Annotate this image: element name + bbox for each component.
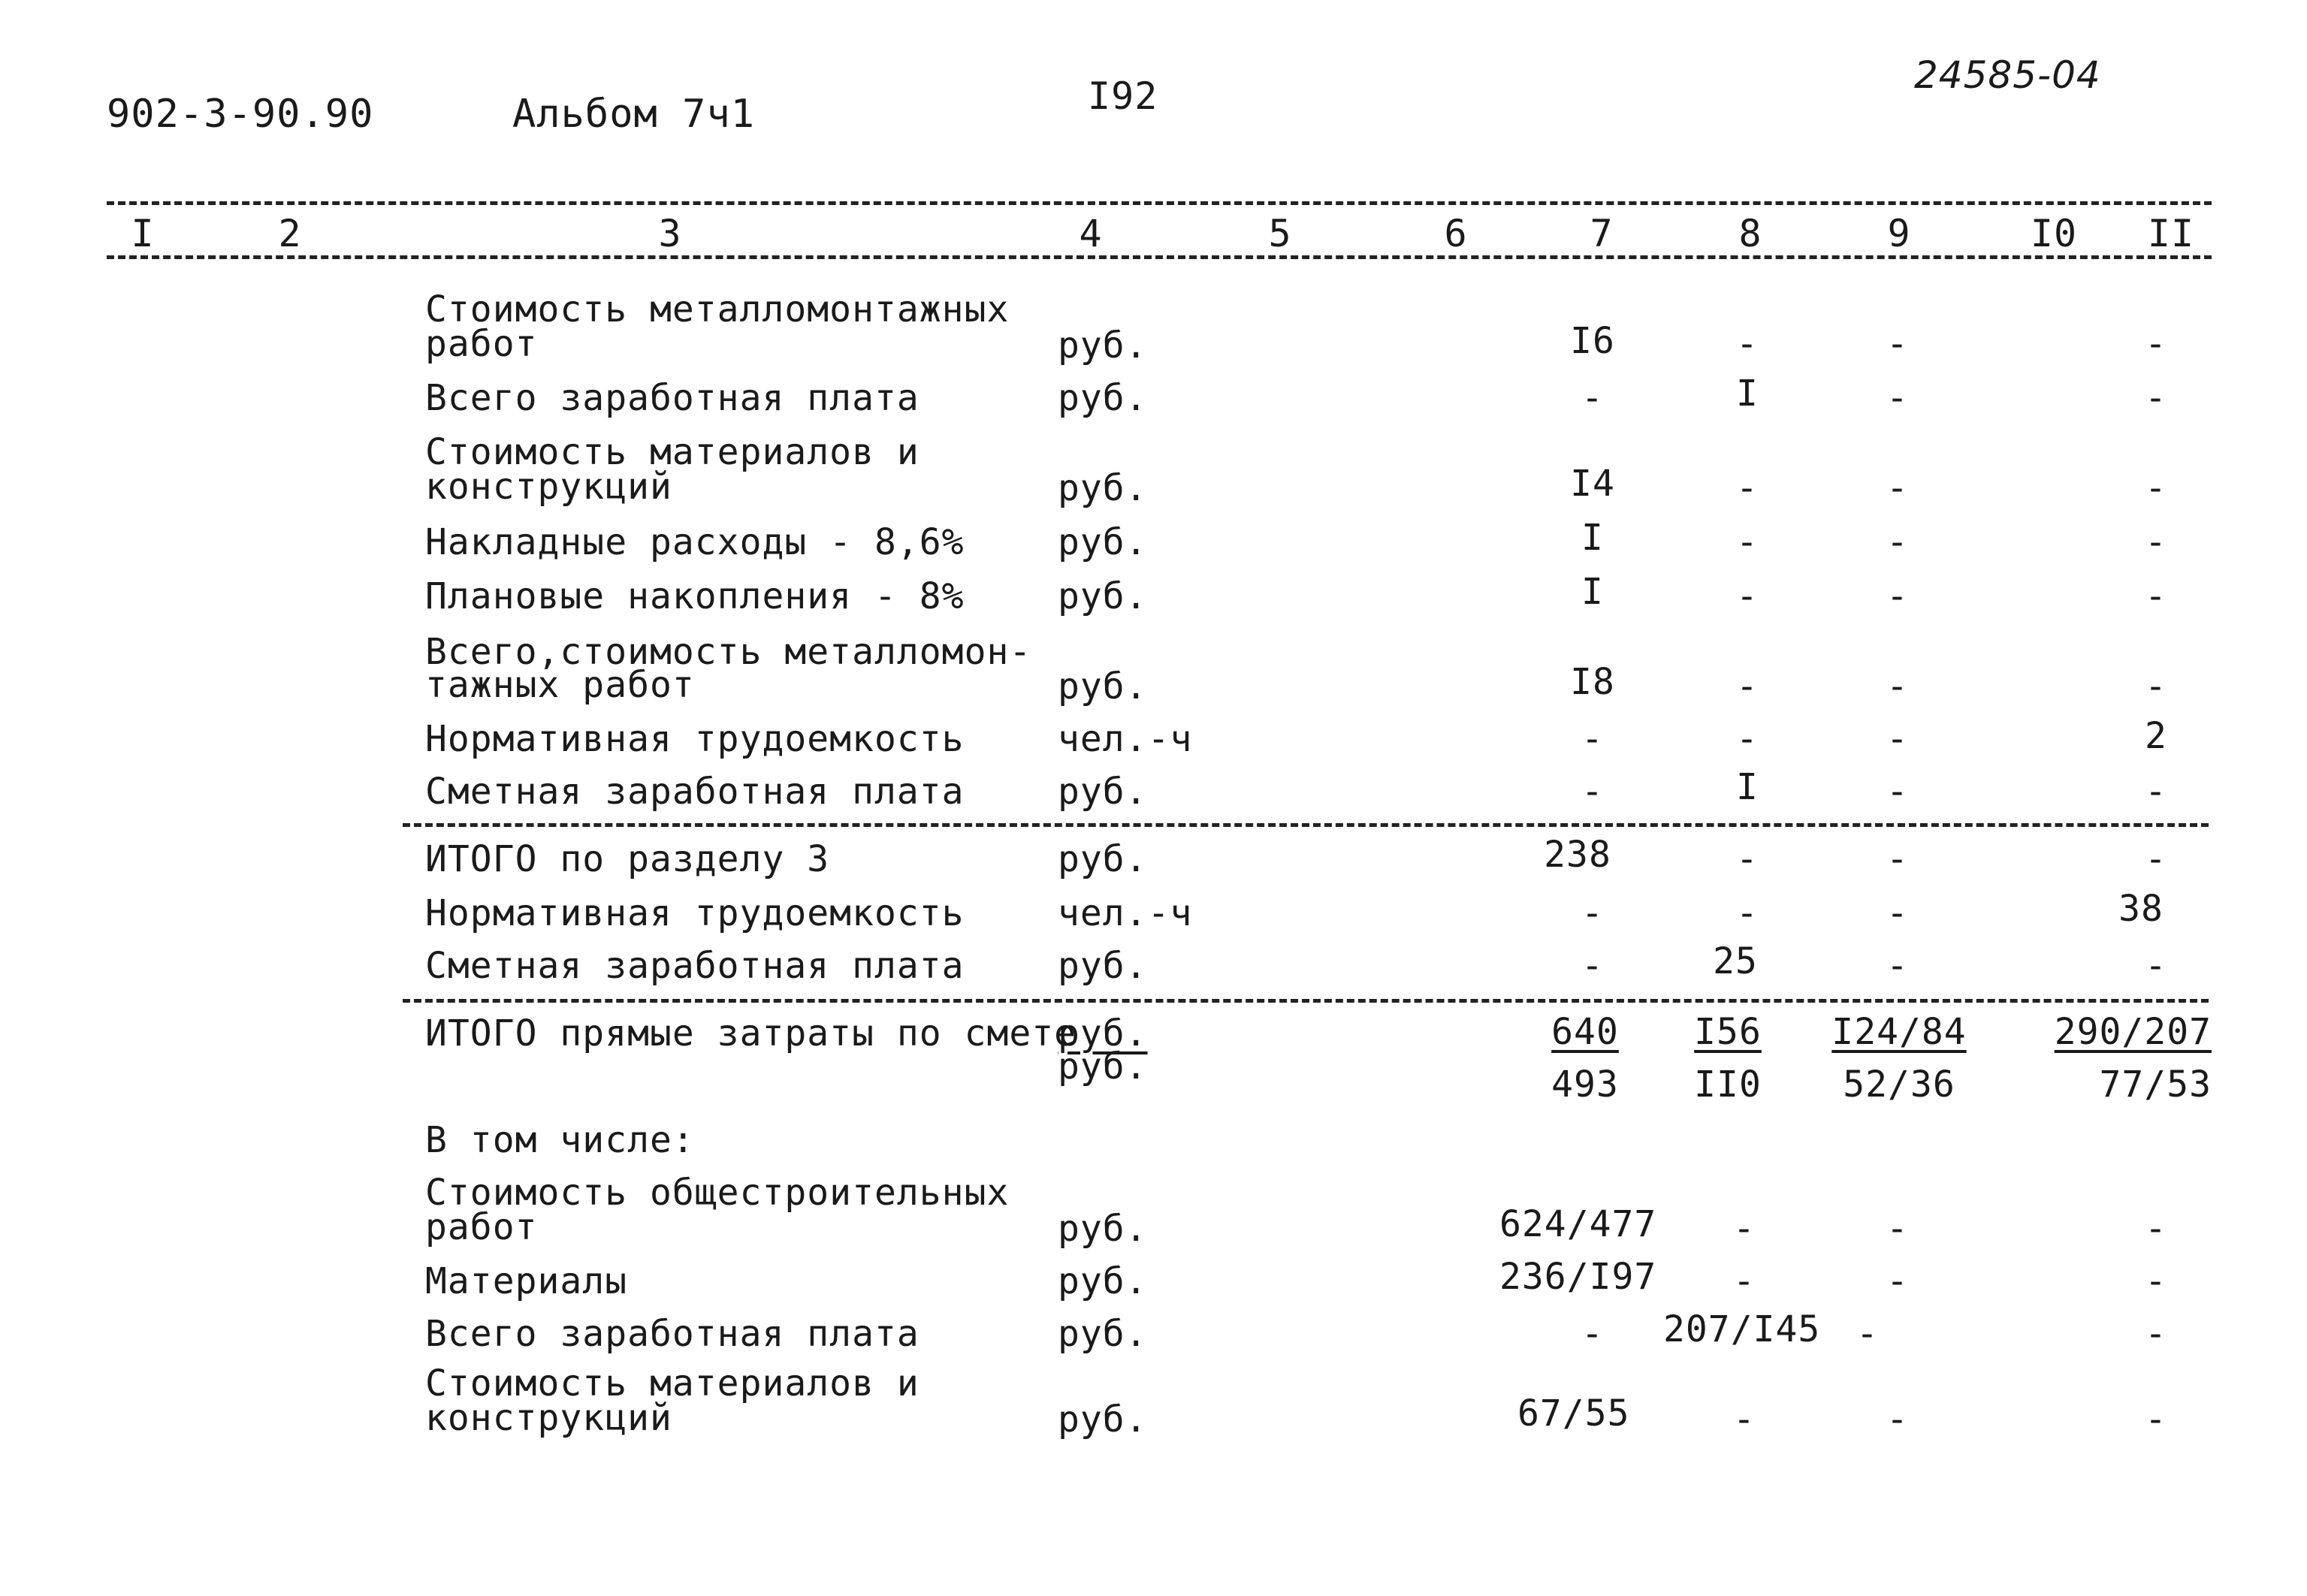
row-name: Всего,стоимость металломон- (425, 631, 1032, 673)
column-header: 4 (1079, 212, 1103, 255)
row-unit: руб. (1058, 575, 1148, 617)
cell-col7: I (1581, 571, 1604, 613)
cell-col8: - (1736, 323, 1759, 365)
cell-col11: - (2145, 1398, 2167, 1441)
cell-col7: - (1581, 771, 1604, 813)
cell-col11: - (2145, 1208, 2167, 1250)
cell-col9: - (1886, 377, 1909, 419)
cell-col7: - (1581, 892, 1604, 934)
cell-col8: - (1736, 718, 1759, 760)
cell-col8: - (1736, 892, 1759, 934)
row-name: Стоимость металломонтажных (425, 288, 1010, 330)
cell-col9: - (1886, 521, 1909, 563)
cell-col8: - (1736, 838, 1759, 880)
cell-col7-upper: 640 (1551, 1011, 1619, 1053)
cell-col11: 38 (2118, 888, 2164, 930)
row-name: Нормативная трудоемкость (425, 892, 965, 934)
cell-col7: - (1581, 718, 1604, 760)
cell-col9-upper: I24/84 (1831, 1011, 1967, 1053)
column-header: 2 (278, 212, 302, 255)
cell-col9-lower: 52/36 (1843, 1063, 1955, 1106)
cell-col7: I8 (1570, 661, 1615, 703)
cell-col7: 624/477 (1499, 1203, 1657, 1245)
row-name: Нормативная трудоемкость (425, 718, 965, 760)
column-header: I (131, 212, 155, 255)
section-divider (403, 999, 2209, 1003)
cell-col9: - (1886, 323, 1909, 365)
cell-col8: - (1736, 575, 1759, 617)
cell-col8: 207/I45 (1663, 1308, 1821, 1350)
cell-col7: I (1581, 517, 1604, 559)
cell-col8: - (1733, 1398, 1756, 1441)
row-name-continued: конструкций (425, 466, 672, 508)
cell-col8: - (1736, 467, 1759, 509)
row-name-continued: конструкций (425, 1397, 672, 1439)
column-header: I0 (2030, 212, 2078, 255)
row-name: Стоимость материалов и (425, 1362, 919, 1404)
cell-col11: - (2145, 945, 2167, 987)
cell-col9: - (1886, 1260, 1909, 1302)
inventory-number: 24585-04 (1914, 53, 2101, 97)
cell-col9: - (1886, 1398, 1909, 1441)
row-unit: руб. (1058, 324, 1148, 367)
cell-col8: - (1736, 665, 1759, 707)
row-name: ИТОГО по разделу 3 (425, 838, 830, 880)
header-bottom-rule (107, 255, 2212, 259)
cell-col7-lower: 493 (1551, 1063, 1619, 1106)
cell-col8: I (1736, 373, 1759, 415)
column-header: 8 (1738, 212, 1762, 255)
row-unit: руб. (1058, 1398, 1148, 1441)
row-name: Стоимость общестроительных (425, 1172, 1010, 1214)
cell-col8: - (1736, 521, 1759, 563)
album-label: Альбом 7ч1 (512, 92, 756, 137)
row-unit: руб. (1058, 1260, 1148, 1302)
row-unit: руб. (1058, 1012, 1148, 1054)
row-name: Сметная заработная плата (425, 945, 965, 987)
column-header: II (2147, 212, 2195, 255)
row-name: Стоимость материалов и (425, 431, 919, 473)
cell-col11: - (2145, 575, 2167, 617)
cell-col8: - (1733, 1208, 1756, 1250)
row-unit-lower: руб. (1058, 1045, 1148, 1088)
row-name: В том числе: (425, 1119, 695, 1161)
cell-col7: - (1581, 377, 1604, 419)
cell-col11-lower: 77/53 (2099, 1063, 2212, 1106)
row-name: Всего заработная плата (425, 377, 919, 419)
row-unit: чел.-ч (1058, 892, 1193, 934)
cell-col8: 25 (1713, 940, 1758, 982)
cell-col11: - (2145, 771, 2167, 813)
page-number: I92 (1088, 74, 1158, 118)
row-name-continued: тажных работ (425, 664, 695, 706)
column-header: 9 (1887, 212, 1911, 255)
document-code: 902-3-90.90 (107, 92, 374, 137)
section-divider (403, 823, 2209, 827)
cell-col9: - (1886, 467, 1909, 509)
cell-col11: - (2145, 521, 2167, 563)
cell-col11: - (2145, 1313, 2167, 1355)
row-name: ИТОГО прямые затраты по смете (425, 1012, 1077, 1054)
cell-col11: - (2145, 377, 2167, 419)
header-top-rule (107, 201, 2212, 205)
row-unit: руб. (1058, 521, 1148, 563)
cell-col11: - (2145, 467, 2167, 509)
column-header: 7 (1590, 212, 1614, 255)
column-header: 5 (1268, 212, 1292, 255)
row-unit: руб. (1058, 771, 1148, 813)
cell-col9: - (1856, 1313, 1879, 1355)
row-name: Всего заработная плата (425, 1313, 919, 1355)
row-unit: руб. (1058, 467, 1148, 509)
cell-col9: - (1886, 718, 1909, 760)
cell-col7: 236/I97 (1499, 1256, 1657, 1298)
row-unit: руб. (1058, 838, 1148, 880)
row-unit: руб. (1058, 1208, 1148, 1250)
row-unit: руб. (1058, 665, 1148, 707)
cell-col9: - (1886, 838, 1909, 880)
cell-col9: - (1886, 1208, 1909, 1250)
row-unit: чел.-ч (1058, 718, 1193, 760)
row-name: Плановые накопления - 8% (425, 575, 965, 617)
cell-col9: - (1886, 665, 1909, 707)
cell-col8-lower: II0 (1694, 1063, 1762, 1106)
cell-col9: - (1886, 892, 1909, 934)
cell-col7: - (1581, 945, 1604, 987)
column-header: 3 (658, 212, 682, 255)
column-header: 6 (1444, 212, 1468, 255)
cell-col11: - (2145, 323, 2167, 365)
cell-col11: - (2145, 665, 2167, 707)
cell-col7: 67/55 (1517, 1392, 1630, 1435)
row-unit: руб. (1058, 377, 1148, 419)
cell-col7: I6 (1570, 320, 1615, 362)
cell-col7: I4 (1570, 463, 1615, 505)
cell-col8-upper: I56 (1694, 1011, 1762, 1053)
cell-col11: 2 (2145, 715, 2167, 757)
row-name: Материалы (425, 1260, 628, 1302)
cell-col11-upper: 290/207 (2054, 1011, 2212, 1053)
cell-col9: - (1886, 771, 1909, 813)
cell-col9: - (1886, 945, 1909, 987)
cell-col8: - (1733, 1260, 1756, 1302)
cell-col7: - (1581, 1313, 1604, 1355)
cell-col9: - (1886, 575, 1909, 617)
row-name-continued: работ (425, 323, 538, 365)
cell-col7: 238 (1544, 834, 1611, 876)
cell-col11: - (2145, 1260, 2167, 1302)
row-name: Накладные расходы - 8,6% (425, 521, 965, 563)
cell-col8: I (1736, 766, 1759, 808)
row-name: Сметная заработная плата (425, 771, 965, 813)
row-unit: руб. (1058, 1313, 1148, 1355)
cell-col11: - (2145, 838, 2167, 880)
row-name-continued: работ (425, 1206, 538, 1248)
row-unit: руб. (1058, 945, 1148, 987)
